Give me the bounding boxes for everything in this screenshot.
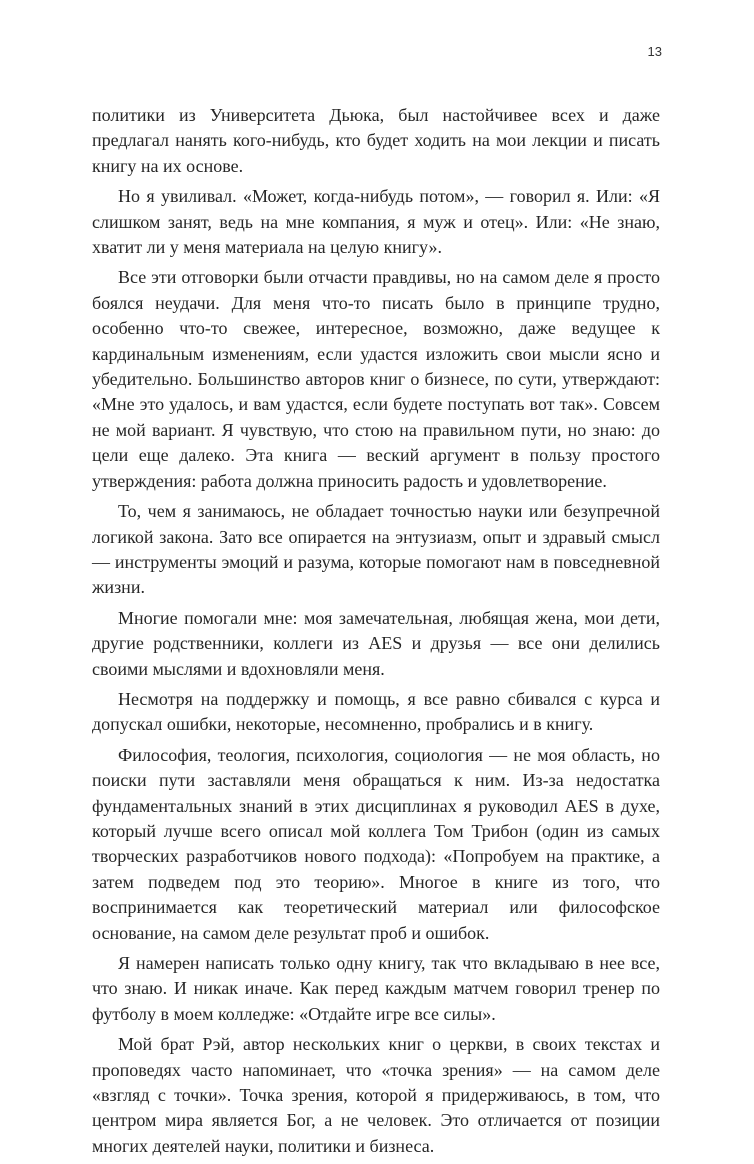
page-number: 13 <box>647 44 662 59</box>
paragraph: политики из Университета Дьюка, был настойчивее всех и даже предлагал нанять кого-нибудь, кто будет ходить на мои лекции и писать книгу на их основе. <box>92 105 660 176</box>
paragraph: То, чем я занимаюсь, не обладает точностью науки или безупречной логикой закона. Зато все опирается на энтузиазм, опыт и здравый смысл — инструменты эмоций и разума, которые помогают нам в повседневной жизни. <box>92 501 660 598</box>
paragraph: Мой брат Рэй, автор нескольких книг о церкви, в своих текстах и проповедях часто напоминает, что «точка зрения» — на самом деле «взгляд с точки». Точка зрения, которой я придерживаюсь, в том, что центром мира является Бог, а не человек. Это отличается от позиции многих деятелей науки, политики и бизнеса. <box>92 1034 660 1156</box>
paragraph: Несмотря на поддержку и помощь, я все равно сбивался с курса и допускал ошибки, некоторые, несомненно, пробрались и в книгу. <box>92 688 660 735</box>
body-text <box>92 103 660 1164</box>
paragraph: Но я увиливал. «Может, когда-нибудь потом», — говорил я. Или: «Я слишком занят, ведь на мне компания, я муж и отец». Или: «Не знаю, хватит ли у меня материала на целую книгу». <box>92 186 660 258</box>
paragraph: Философия, теология, психология, социология — не моя область, но поиски пути заставляли меня обращаться к ним. Из-за недостатка фундаментальных знаний в этих дисциплинах я руководил AES в духе, который лучше всего описал мой коллега Том Трибон (один из самых творческих разработчиков нового подхода): «Попробуем на практике, а затем подведем под это теорию». Многое в книге из того, что воспринимается как теоретический материал или философское основание, на самом деле результат проб и ошибок. <box>92 744 660 943</box>
paragraph: Я намерен написать только одну книгу, так что вкладываю в нее все, что знаю. И никак иначе. Как перед каждым матчем говорил тренер по футболу в моем колледже: «Отдайте игре все силы». <box>92 953 660 1024</box>
paragraph: Все эти отговорки были отчасти правдивы, но на самом деле я просто боялся неудачи. Для меня что-то писать было в принципе трудно, особенно что-то свежее, интересное, возможно, даже ведущее к кардинальным изменениям, если удастся изложить свои мысли ясно и убедительно. Большинство авторов книг о бизнесе, по сути, утверждают: «Мне это удалось, и вам удастся, если будете поступать вот так». Совсем не мой вариант. Я чувствую, что стою на правильном пути, но знаю: до цели еще далеко. Эта книга — веский аргумент в пользу простого утверждения: работа должна приносить радость и удовлетворение. <box>92 267 660 491</box>
paragraph: Многие помогали мне: моя замечательная, любящая жена, мои дети, другие родственники, коллеги из AES и друзья — все они делились своими мыслями и вдохновляли меня. <box>92 607 660 679</box>
